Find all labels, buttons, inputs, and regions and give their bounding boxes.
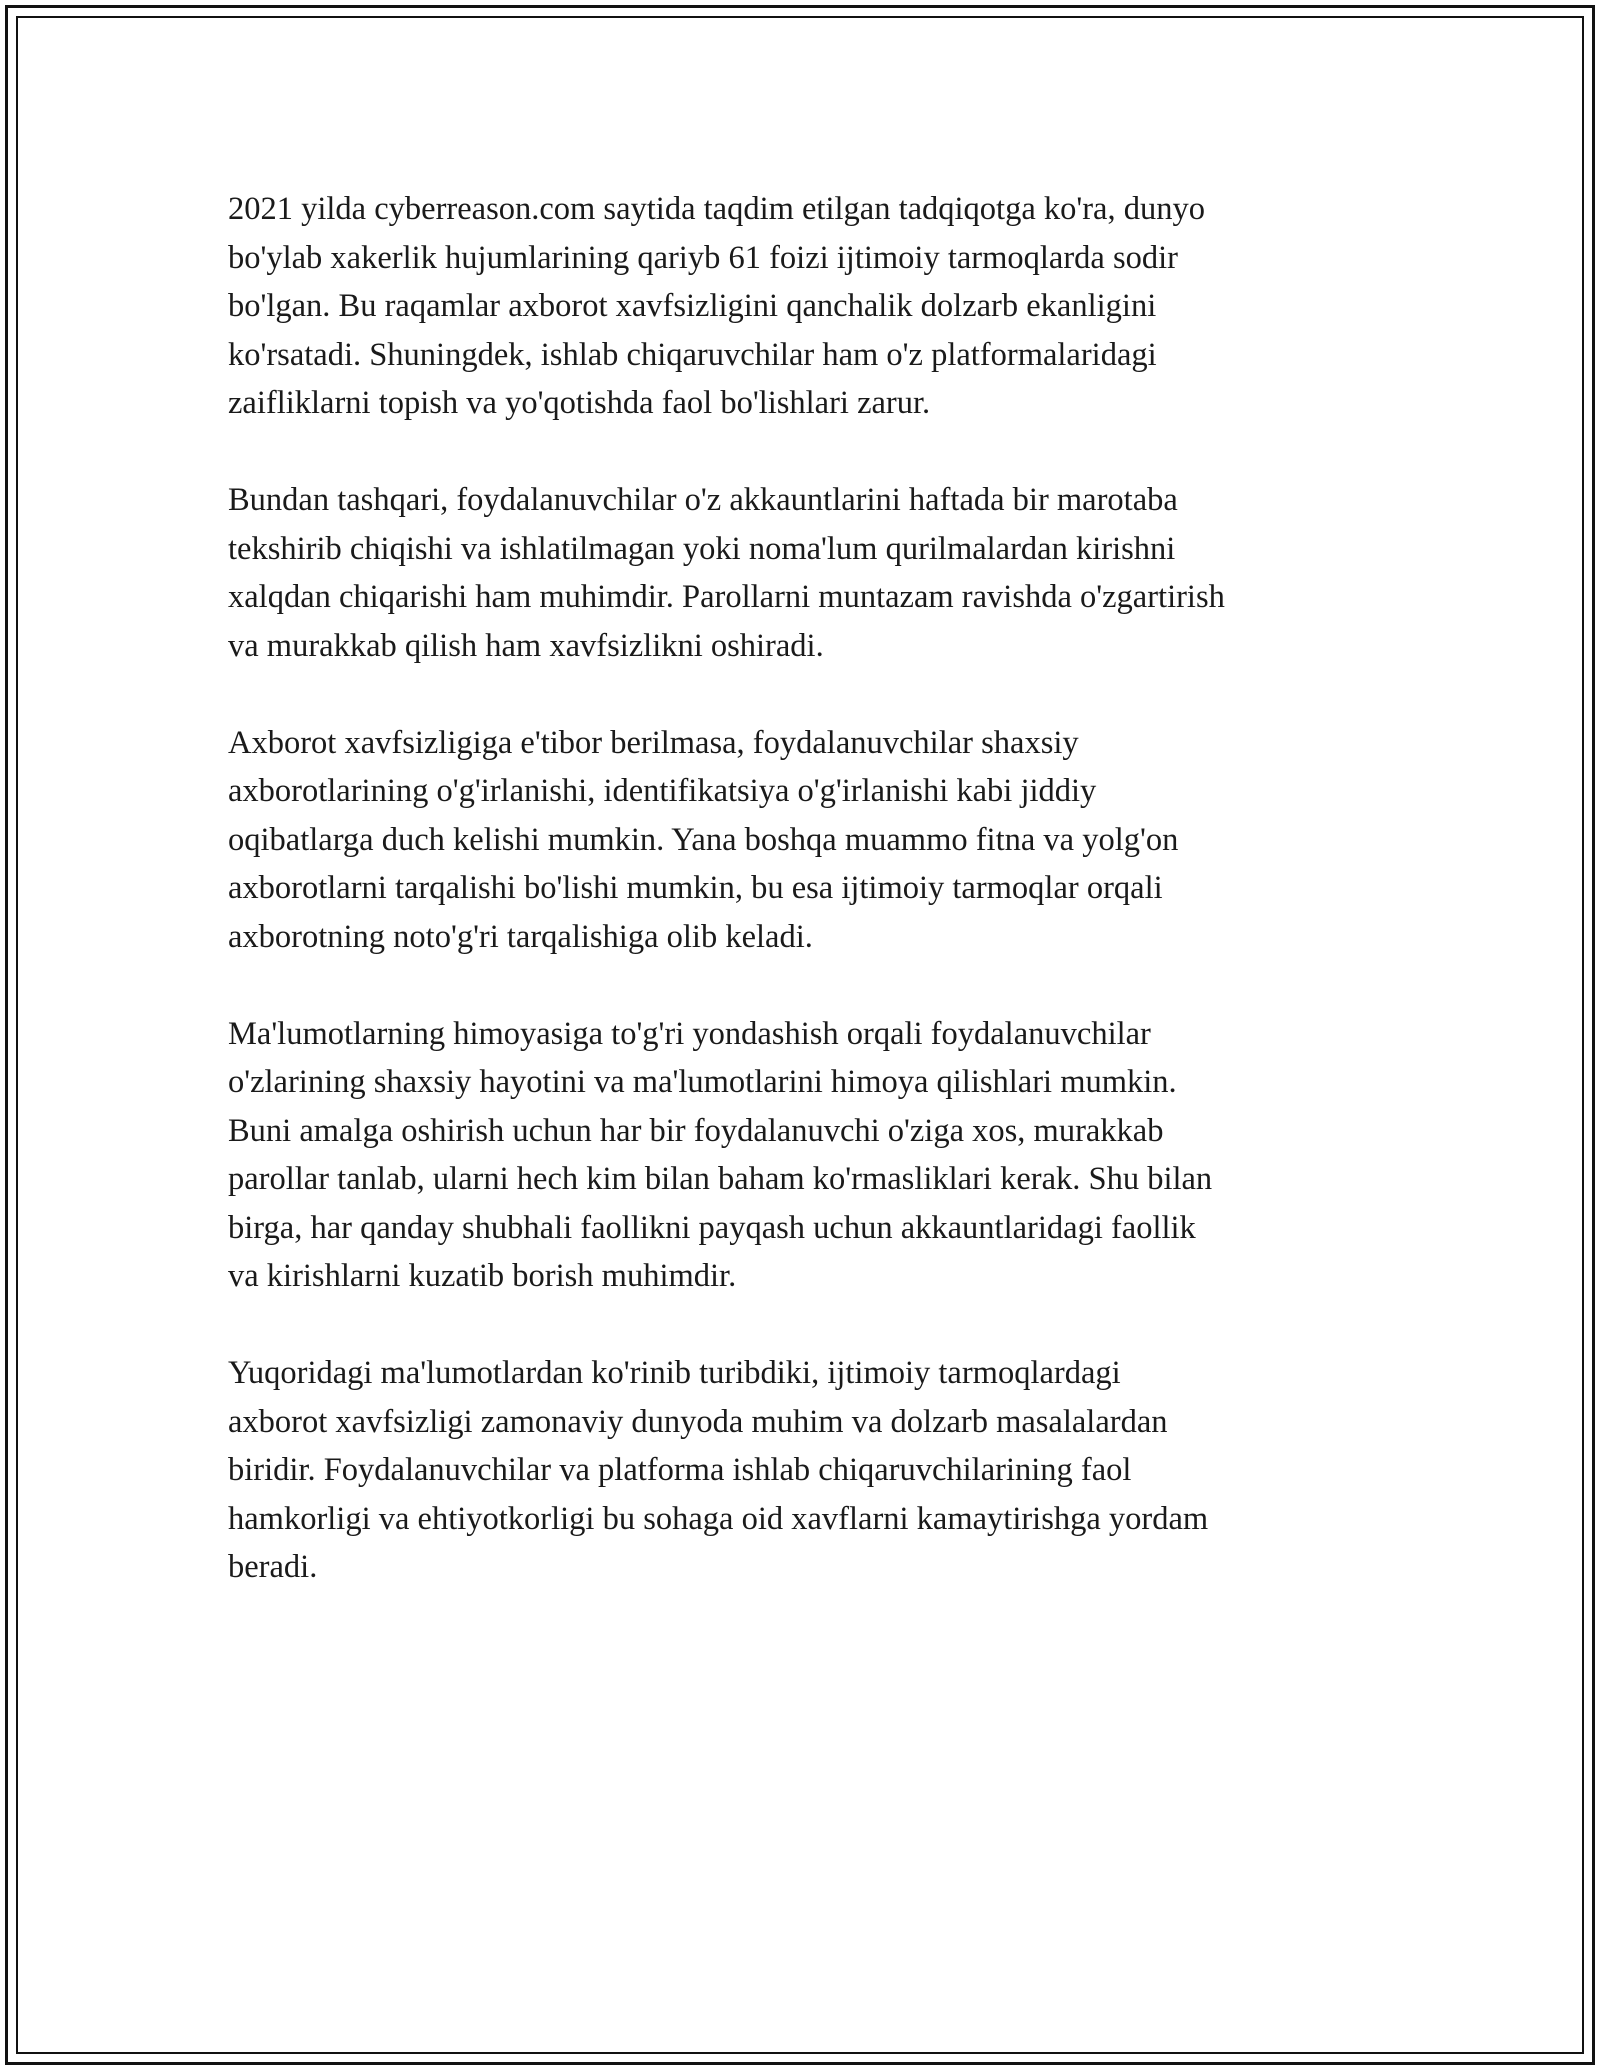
text-line: ko'rsatadi. Shuningdek, ishlab chiqaruvchilar ham o'z platformalaridagi [228, 336, 1157, 373]
text-line: axborotning noto'g'ri tarqalishiga olib keladi. [228, 918, 813, 955]
paragraph-1 [228, 185, 1388, 428]
text-line: va kirishlarni kuzatib borish muhimdir. [228, 1258, 737, 1294]
text-line: axborot xavfsizligi zamonaviy dunyoda muhim va dolzarb masalalardan [228, 1403, 1168, 1440]
text-line: biridir. Foydalanuvchilar va platforma ishlab chiqaruvchilarining faol [228, 1452, 1132, 1488]
paragraph-5 [228, 1349, 1388, 1592]
text-line: birga, har qanday shubhali faollikni payqash uchun akkauntlaridagi faollik [228, 1209, 1196, 1246]
paragraph-3 [228, 719, 1388, 962]
text-line: xalqdan chiqarishi ham muhimdir. Parollarni muntazam ravishda o'zgartirish [228, 579, 1225, 615]
text-line: Buni amalga oshirish uchun har bir foydalanuvchi o'ziga xos, murakkab [228, 1112, 1164, 1149]
text-line: Ma'lumotlarning himoyasiga to'g'ri yondashish orqali foydalanuvchilar [228, 1015, 1151, 1052]
paragraph-4 [228, 1010, 1388, 1301]
document-body [228, 185, 1388, 1640]
text-line: o'zlarining shaxsiy hayotini va ma'lumotlarini himoya qilishlari mumkin. [228, 1064, 1177, 1100]
text-line: axborotlarni tarqalishi bo'lishi mumkin, bu esa ijtimoiy tarmoqlar orqali [228, 870, 1163, 906]
text-line: Axborot xavfsizligiga e'tibor berilmasa, foydalanuvchilar shaxsiy [228, 724, 1079, 761]
text-line: zaifliklarni topish va yo'qotishda faol bo'lishlari zarur. [228, 385, 931, 421]
text-line: va murakkab qilish ham xavfsizlikni oshiradi. [228, 627, 824, 664]
text-line: Yuqoridagi ma'lumotlardan ko'rinib turibdiki, ijtimoiy tarmoqlardagi [228, 1355, 1121, 1391]
text-line: tekshirib chiqishi va ishlatilmagan yoki noma'lum qurilmalardan kirishni [228, 530, 1176, 567]
text-line: hamkorligi va ehtiyotkorligi bu sohaga oid xavflarni kamaytirishga yordam [228, 1500, 1209, 1537]
text-line: bo'lgan. Bu raqamlar axborot xavfsizligini qanchalik dolzarb ekanligini [228, 288, 1157, 324]
text-line: bo'ylab xakerlik hujumlarining qariyb 61 foizi ijtimoiy tarmoqlarda sodir [228, 239, 1178, 276]
text-line: axborotlarining o'g'irlanishi, identifikatsiya o'g'irlanishi kabi jiddiy [228, 773, 1097, 809]
paragraph-2 [228, 476, 1388, 670]
text-line: parollar tanlab, ularni hech kim bilan baham ko'rmasliklari kerak. Shu bilan [228, 1161, 1213, 1197]
text-line: Bundan tashqari, foydalanuvchilar o'z akkauntlarini haftada bir marotaba [228, 482, 1178, 518]
text-line: beradi. [228, 1549, 318, 1585]
text-line: 2021 yilda cyberreason.com saytida taqdim etilgan tadqiqotga ko'ra, dunyo [228, 191, 1205, 227]
text-line: oqibatlarga duch kelishi mumkin. Yana boshqa muammo fitna va yolg'on [228, 821, 1179, 858]
